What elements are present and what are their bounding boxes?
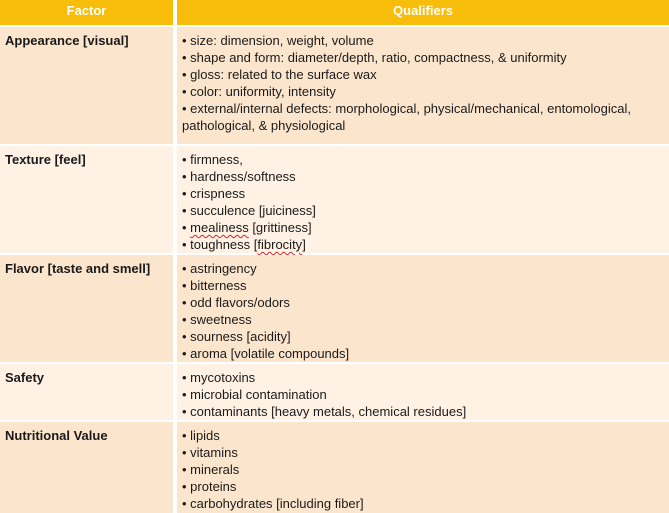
factor-flavor: Flavor [taste and smell] xyxy=(0,255,173,362)
qualifier-item: • vitamins xyxy=(182,445,238,460)
qualifier-item: • external/internal defects: morphological, physical/mechanical, entomological, pathological, & physiological xyxy=(182,101,631,133)
qualifier-item: • proteins xyxy=(182,479,237,494)
qualifier-item: • carbohydrates [including fiber] xyxy=(182,496,364,511)
factor-safety: Safety xyxy=(0,364,173,420)
qualifier-item: • sweetness xyxy=(182,312,252,327)
qualifier-item: • succulence [juiciness] xyxy=(182,203,316,218)
qualifier-item xyxy=(182,219,663,236)
qualifier-item: • astringency xyxy=(182,261,257,276)
qualifier-item: • bitterness xyxy=(182,278,247,293)
header-factor: Factor xyxy=(0,0,173,25)
factor-appearance: Appearance [visual] xyxy=(0,27,173,144)
qualifier-item: • gloss: related to the surface wax xyxy=(182,67,377,82)
qualifier-text: [grittiness] xyxy=(248,220,312,235)
qualifier-item: • hardness/softness xyxy=(182,169,296,184)
qualifier-item: • aroma [volatile compounds] xyxy=(182,346,350,361)
header-qualifiers: Qualifiers xyxy=(177,0,669,25)
qualifier-item: • crispness xyxy=(182,186,246,201)
qualifiers-texture xyxy=(177,146,669,253)
qualifiers-flavor xyxy=(177,255,669,362)
qualifiers-appearance xyxy=(177,27,669,144)
qualifiers-nutritional-value xyxy=(177,422,669,513)
qualifier-item: • minerals xyxy=(182,462,240,477)
qualifier-item: • size: dimension, weight, volume xyxy=(182,33,374,48)
qualifier-text: • xyxy=(182,220,191,235)
factor-nutritional-value: Nutritional Value xyxy=(0,422,173,513)
qualifier-text: ] xyxy=(302,237,306,252)
qualifier-text: • toughness [ xyxy=(182,237,258,252)
spellcheck-flagged-word: fibrocity xyxy=(257,237,303,252)
qualifier-item: • firmness, xyxy=(182,152,243,167)
qualifier-item xyxy=(182,236,663,253)
qualifier-item: • color: uniformity, intensity xyxy=(182,84,336,99)
qualifier-item: • microbial contamination xyxy=(182,387,327,402)
qualifier-item: • sourness [acidity] xyxy=(182,329,291,344)
spellcheck-flagged-word: mealiness xyxy=(190,220,249,235)
factor-texture: Texture [feel] xyxy=(0,146,173,253)
qualifiers-safety xyxy=(177,364,669,420)
qualifier-item: • contaminants [heavy metals, chemical residues] xyxy=(182,404,467,419)
qualifier-item: • lipids xyxy=(182,428,220,443)
qualifier-item: • shape and form: diameter/depth, ratio, compactness, & uniformity xyxy=(182,50,567,65)
qualifier-item: • odd flavors/odors xyxy=(182,295,290,310)
qualifier-item: • mycotoxins xyxy=(182,370,256,385)
